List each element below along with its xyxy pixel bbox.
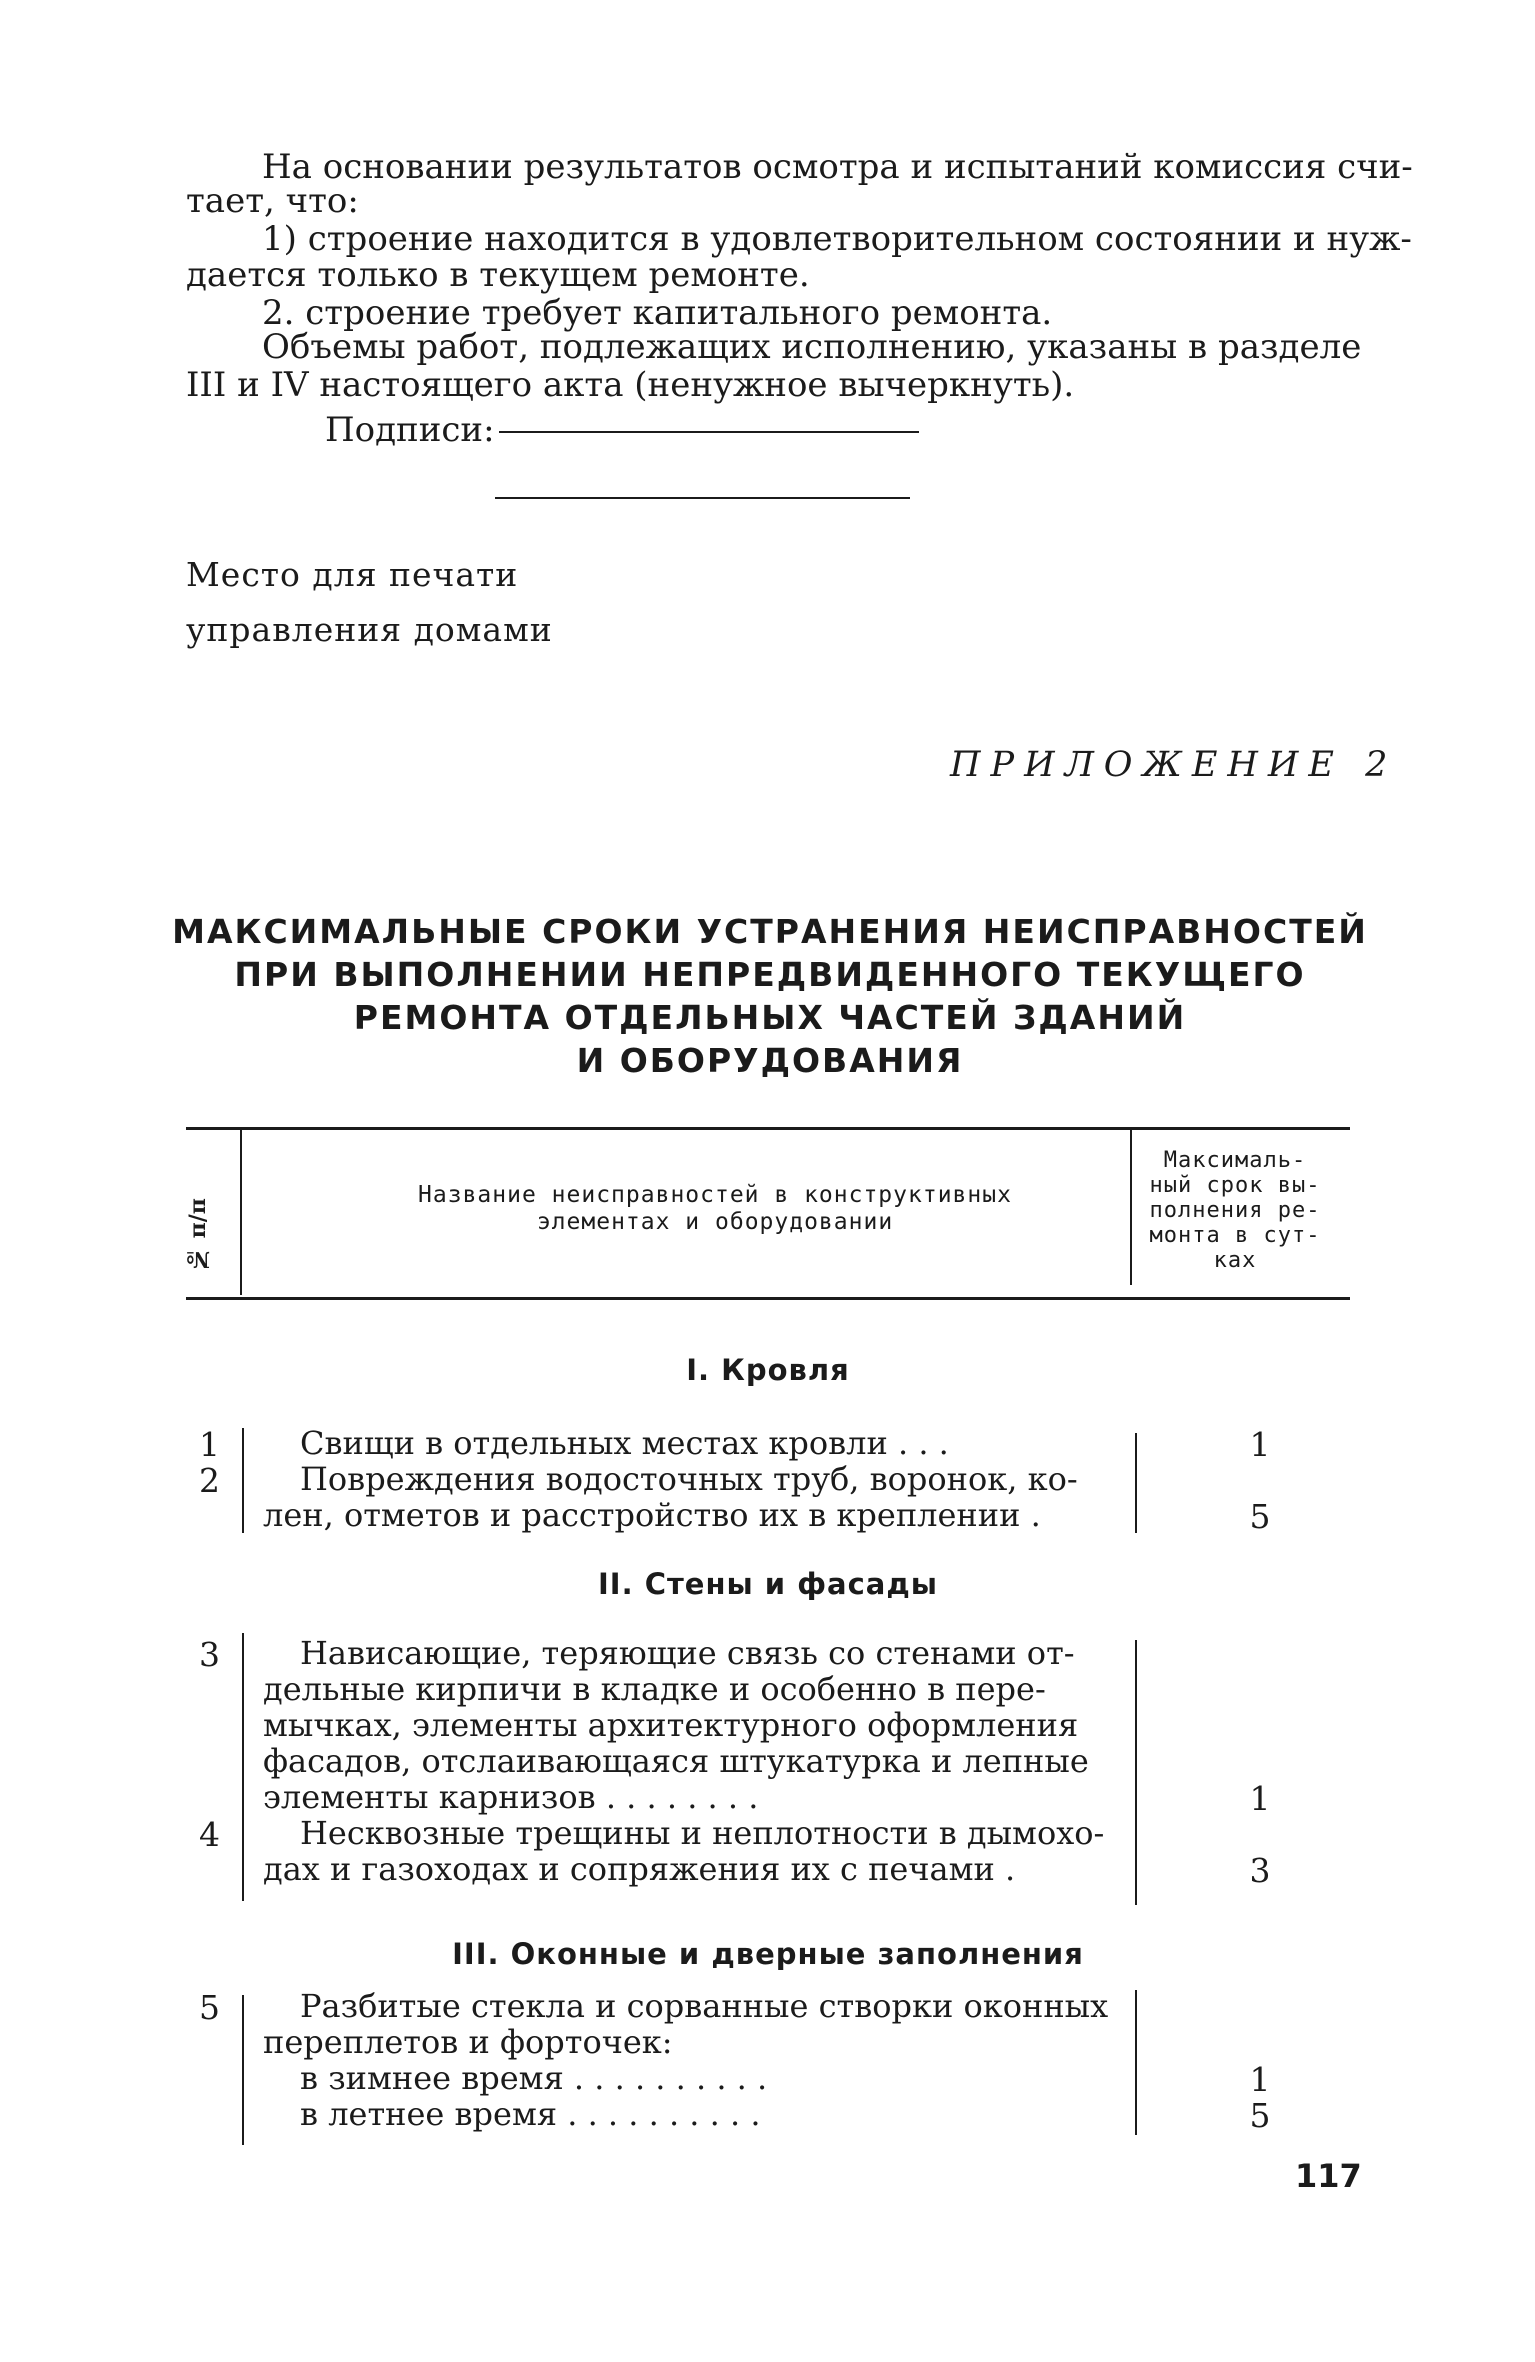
row-divider-right — [1135, 1433, 1137, 1533]
header-term — [1130, 1148, 1340, 1273]
row-text-line: мычках, элементы архитектурного оформления — [263, 1706, 1079, 1744]
stamp-place-line1: Место для печати — [186, 555, 519, 594]
document-title — [170, 910, 1370, 1082]
row-number: 5 — [199, 1988, 220, 2027]
header-name-line: Название неисправностей в конструктивных — [418, 1182, 1012, 1208]
signatures-label: Подписи: — [325, 410, 495, 450]
row-text-line: фасадов, отслаивающаяся штукатурка и лепные — [263, 1742, 1089, 1780]
title-line: И ОБОРУДОВАНИЯ — [576, 1041, 964, 1080]
row-text-line: Нависающие, теряющие связь со стенами от- — [300, 1634, 1075, 1672]
stamp-place-line2: управления домами — [186, 610, 553, 649]
section-title: I. Кровля — [686, 1353, 850, 1387]
row-text-line: в зимнее время . . . . . . . . . . — [300, 2059, 768, 2097]
row-divider-right — [1135, 1990, 1137, 2135]
header-num: № п/п — [185, 1198, 211, 1272]
row-value: 1 — [1249, 1779, 1271, 1818]
header-term-line: Максималь- — [1163, 1148, 1307, 1173]
appendix-label: ПРИЛОЖЕНИЕ 2 — [950, 745, 1398, 785]
intro-line: На основании результатов осмотра и испытаний комиссия счи- — [262, 147, 1413, 187]
intro-paragraph — [186, 147, 1413, 187]
row-text-line: элементы карнизов . . . . . . . . — [263, 1778, 759, 1816]
intro-row — [186, 365, 1350, 405]
row-number: 4 — [199, 1815, 220, 1854]
title-line: ПРИ ВЫПОЛНЕНИИ НЕПРЕДВИДЕННОГО ТЕКУЩЕГО — [234, 955, 1306, 994]
row-text — [263, 1988, 1111, 2132]
header-term-line: полнения ре- — [1149, 1198, 1321, 1223]
row-text-line: переплетов и форточек: — [263, 2023, 673, 2061]
intro-row — [186, 255, 1350, 295]
row-text-line: лен, отметов и расстройство их в креплении . — [263, 1496, 1041, 1534]
row-text — [263, 1425, 1111, 1461]
intro-line: тает, что: — [186, 181, 359, 221]
row-divider-left — [242, 1633, 244, 1901]
row-value: 5 — [1249, 2096, 1271, 2135]
row-value: 3 — [1249, 1851, 1271, 1890]
row-number: 3 — [199, 1635, 220, 1674]
header-term-line: монта в сут- — [1149, 1223, 1321, 1248]
intro-row — [186, 293, 1350, 333]
title-line: РЕМОНТА ОТДЕЛЬНЫХ ЧАСТЕЙ ЗДАНИЙ — [353, 998, 1187, 1037]
intro-line: Объемы работ, подлежащих исполнению, указаны в разделе — [262, 327, 1362, 367]
header-divider-left — [240, 1130, 242, 1295]
intro-line: 2. строение требует капитального ремонта. — [262, 293, 1053, 333]
row-text-line: Повреждения водосточных труб, воронок, ко- — [300, 1460, 1078, 1498]
row-text — [263, 1635, 1111, 1815]
row-divider-left — [242, 1428, 244, 1533]
header-name-line: элементах и оборудовании — [536, 1209, 894, 1235]
row-text-line: в летнее время . . . . . . . . . . — [300, 2095, 761, 2133]
row-value: 5 — [1249, 1497, 1271, 1536]
signatures — [325, 410, 919, 450]
row-text-line: Свищи в отдельных местах кровли . . . — [300, 1424, 949, 1462]
intro-row — [186, 181, 1350, 221]
header-term-line: ный срок вы- — [1149, 1173, 1321, 1198]
section-title: III. Оконные и дверные заполнения — [452, 1937, 1084, 1971]
intro-line: III и IV настоящего акта (ненужное вычеркнуть). — [186, 365, 1075, 405]
row-number: 2 — [199, 1461, 220, 1500]
row-text-line: Разбитые стекла и сорванные створки оконных — [300, 1987, 1109, 2025]
row-divider-right — [1135, 1640, 1137, 1905]
row-text — [263, 1815, 1111, 1887]
intro-row — [186, 327, 1362, 367]
row-text-line: дах и газоходах и сопряжения их с печами . — [263, 1850, 1016, 1888]
row-divider-left — [242, 1995, 244, 2145]
page-number: 117 — [1295, 2157, 1362, 2195]
intro-line: дается только в текущем ремонте. — [186, 255, 810, 295]
intro-row — [186, 219, 1412, 259]
table-top-rule — [186, 1127, 1350, 1130]
table-header-bottom-rule — [186, 1297, 1350, 1300]
row-text-line: дельные кирпичи в кладке и особенно в пере- — [263, 1670, 1046, 1708]
intro-line: 1) строение находится в удовлетворительном состоянии и нуж- — [262, 219, 1412, 259]
row-value: 1 — [1249, 2060, 1271, 2099]
row-number: 1 — [199, 1425, 220, 1464]
header-name — [300, 1182, 1130, 1236]
section-title: II. Стены и фасады — [598, 1567, 938, 1601]
header-term-line: ках — [1213, 1248, 1257, 1273]
row-text — [263, 1461, 1111, 1533]
signature-line-second — [495, 497, 910, 499]
row-value: 1 — [1249, 1425, 1271, 1464]
row-text-line: Несквозные трещины и неплотности в дымохо- — [300, 1814, 1105, 1852]
title-line: МАКСИМАЛЬНЫЕ СРОКИ УСТРАНЕНИЯ НЕИСПРАВНОСТЕЙ — [172, 912, 1368, 951]
signature-line — [499, 431, 919, 433]
